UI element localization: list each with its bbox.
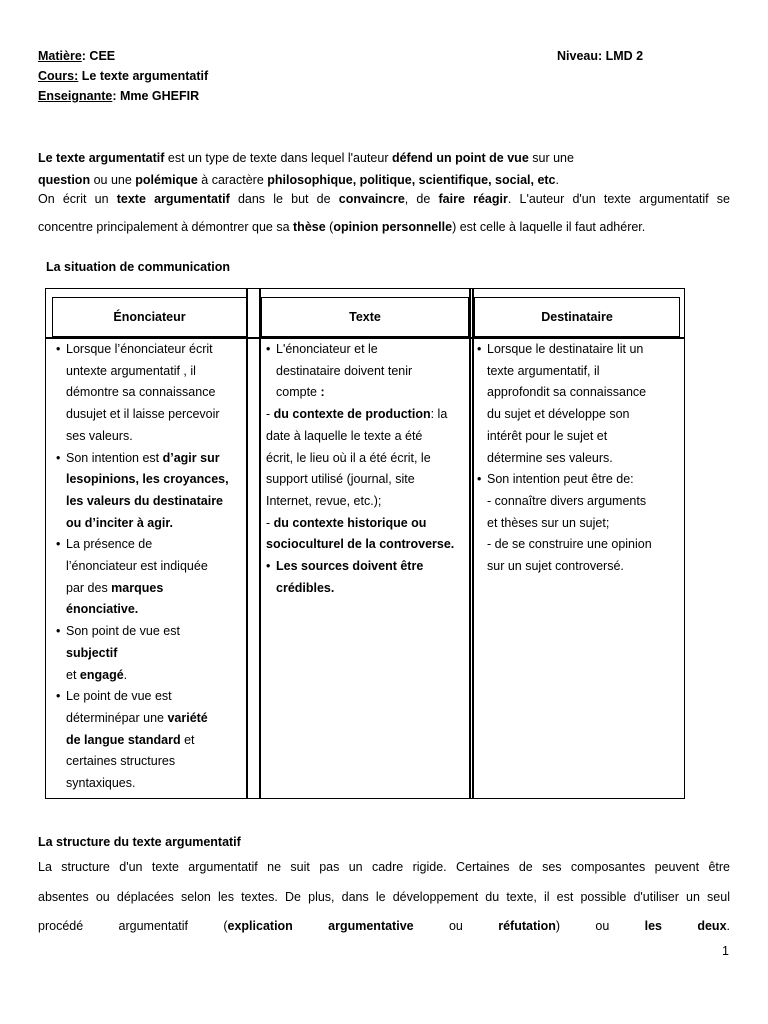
course-line	[38, 66, 208, 86]
text-run: déterminépar une	[66, 710, 168, 725]
cell-line	[487, 513, 682, 535]
text-run: intérêt pour le sujet et	[487, 428, 608, 443]
text-run: et	[66, 667, 80, 682]
text-run: support utilisé (journal, site	[266, 472, 415, 487]
cell-line	[487, 339, 682, 361]
text-run: écrit, le lieu où il a été écrit, le	[266, 450, 431, 465]
cell-list	[56, 339, 246, 795]
text-run: .	[726, 919, 731, 933]
teacher-line	[38, 86, 199, 106]
cell-line	[66, 578, 246, 600]
text-run: sur une	[528, 151, 574, 165]
text-run: - de se construire une opinion	[487, 537, 652, 552]
text-run: texte argumentatif, il	[487, 363, 600, 378]
structure-line-2: absentes ou déplacées selon les textes. De plus, dans le développement du texte, il est possible d'utiliser un seul	[38, 890, 730, 904]
cell-line	[66, 361, 246, 383]
subject-line	[38, 46, 115, 66]
cell-line	[66, 491, 246, 513]
cell-list	[477, 339, 682, 578]
cell-list-item	[56, 534, 246, 621]
text-run: . L'auteur d'un texte argumentatif se	[507, 192, 730, 206]
text-run: subjectif	[66, 645, 118, 660]
text-run: convaincre	[338, 192, 405, 206]
cell-line	[487, 534, 682, 556]
cell-line	[487, 382, 682, 404]
text-run: Son intention peut être de:	[487, 472, 634, 487]
cell-line	[66, 448, 246, 470]
text-run: d’agir sur	[162, 450, 220, 465]
cell-line	[487, 469, 682, 491]
cell-list	[266, 339, 466, 599]
text-run: et thèses sur un sujet;	[487, 515, 610, 530]
text-run: On écrit un	[38, 192, 117, 206]
cell-line	[66, 686, 246, 708]
text-run: -	[266, 515, 274, 530]
structure-line-3	[38, 916, 730, 936]
text-run: crédibles.	[276, 580, 335, 595]
cell-line	[66, 382, 246, 404]
column-texte	[266, 339, 466, 599]
text-run: , de	[404, 192, 439, 206]
intro-line-3	[38, 189, 730, 209]
cell-list-item	[56, 686, 246, 795]
header-texte: Texte	[261, 297, 469, 337]
text-run: Lorsque le destinataire lit un	[487, 342, 644, 356]
intro-line-1	[38, 148, 730, 168]
text-run: (	[325, 220, 334, 234]
cell-line	[66, 665, 246, 687]
text-run: ses valeurs.	[66, 428, 133, 443]
text-run: sur un sujet controversé.	[487, 559, 624, 574]
cell-line	[266, 491, 466, 513]
text-run: .	[123, 667, 128, 682]
text-run: démontre sa connaissance	[66, 385, 216, 400]
text-run: thèse	[293, 220, 326, 234]
text-run: procédé argumentatif (	[38, 919, 228, 933]
cell-line	[66, 339, 246, 361]
text-run: Son point de vue est	[66, 624, 180, 639]
text-run: et	[180, 732, 195, 747]
cell-line	[487, 404, 682, 426]
level-label: Niveau: LMD 2	[557, 49, 644, 63]
cell-line	[487, 491, 682, 513]
text-run: l’énonciateur est indiquée	[66, 559, 208, 574]
text-run: est un type de texte dans lequel l'auteur	[164, 151, 392, 165]
text-run: approfondit sa connaissance	[487, 385, 647, 400]
text-run: untexte argumentatif , il	[66, 363, 196, 378]
text-run: du contexte de production	[273, 407, 431, 422]
cell-line	[487, 426, 682, 448]
text-run: énonciative.	[66, 602, 139, 617]
course-key: Cours:	[38, 69, 79, 83]
text-run: Internet, revue, etc.);	[266, 493, 382, 508]
text-run: ) ou	[555, 919, 645, 933]
intro-line-4	[38, 217, 730, 237]
column-enonciateur	[56, 339, 246, 795]
subject-value: : CEE	[81, 49, 116, 63]
table-divider	[472, 289, 474, 798]
subject-key: Matière	[38, 49, 82, 63]
text-run: syntaxiques.	[66, 776, 136, 791]
text-run: -	[266, 407, 274, 422]
text-run: socioculturel de la controverse.	[266, 537, 455, 552]
cell-line	[487, 556, 682, 578]
text-run: variété	[167, 710, 208, 725]
cell-list-item	[266, 339, 466, 404]
text-run: - connaître divers arguments	[487, 493, 647, 508]
text-run: :	[320, 385, 325, 400]
communication-table	[45, 288, 685, 799]
intro-line-2	[38, 170, 730, 190]
page-number: 1	[722, 944, 729, 958]
teacher-value: : Mme GHEFIR	[112, 89, 200, 103]
cell-line	[66, 773, 246, 795]
text-run: destinataire doivent tenir	[276, 363, 413, 378]
text-run: Le texte argumentatif	[38, 151, 165, 165]
cell-line	[266, 448, 466, 470]
cell-list-item	[56, 339, 246, 448]
text-run: défend un point de vue	[391, 151, 529, 165]
text-run: Son intention est	[66, 450, 163, 465]
text-run: date à laquelle le texte a été	[266, 428, 423, 443]
table-divider	[469, 289, 471, 798]
text-run: marques	[111, 580, 164, 595]
teacher-key: Enseignante	[38, 89, 113, 103]
cell-line	[66, 708, 246, 730]
text-run: compte	[276, 385, 321, 400]
cell-line	[266, 513, 466, 535]
cell-line	[487, 361, 682, 383]
cell-line	[66, 621, 246, 643]
cell-line	[66, 534, 246, 556]
cell-line	[66, 643, 246, 665]
text-run: faire réagir	[438, 192, 508, 206]
cell-line	[266, 426, 466, 448]
cell-line	[276, 556, 466, 578]
text-run: dusujet et il laisse percevoir	[66, 407, 220, 422]
cell-line	[66, 426, 246, 448]
text-run: ou d’inciter à agir.	[66, 515, 173, 530]
text-run: La présence de	[66, 537, 153, 552]
column-destinataire	[477, 339, 682, 578]
cell-line	[66, 469, 246, 491]
text-run: explication argumentative	[227, 919, 414, 933]
header-destinataire: Destinataire	[474, 297, 680, 337]
text-run: engagé	[79, 667, 124, 682]
text-run: dans le but de	[229, 192, 339, 206]
section-title-structure: La structure du texte argumentatif	[38, 835, 241, 849]
text-run: certaines structures	[66, 754, 176, 769]
cell-line	[266, 404, 466, 426]
text-run: de langue standard	[66, 732, 181, 747]
cell-line	[66, 513, 246, 535]
text-run: ou une	[90, 173, 136, 187]
cell-line	[276, 361, 466, 383]
text-run: .	[555, 173, 559, 187]
text-run: question	[38, 173, 91, 187]
structure-line-1: La structure d'un texte argumentatif ne suit pas un cadre rigide. Certaines de ses composantes peuvent être	[38, 860, 730, 874]
text-run: concentre principalement à démontrer que sa	[38, 220, 294, 234]
cell-list-item	[266, 556, 466, 599]
text-run: texte argumentatif	[116, 192, 230, 206]
cell-list-item	[477, 469, 682, 578]
cell-line	[276, 339, 466, 361]
cell-line	[66, 599, 246, 621]
section-title-communication: La situation de communication	[46, 260, 231, 274]
course-value: Le texte argumentatif	[78, 69, 209, 83]
cell-line	[66, 751, 246, 773]
text-run: ) est celle à laquelle il faut adhérer.	[452, 220, 646, 234]
table-divider	[259, 289, 261, 798]
text-run: les deux	[644, 919, 727, 933]
cell-line	[276, 382, 466, 404]
text-run: opinion personnelle	[333, 220, 453, 234]
cell-line	[487, 448, 682, 470]
text-run: réfutation	[498, 919, 556, 933]
cell-list-item	[56, 621, 246, 686]
cell-list-item	[56, 448, 246, 535]
text-run: du sujet et développe son	[487, 407, 630, 422]
table-divider	[246, 289, 248, 798]
cell-line	[66, 556, 246, 578]
cell-line	[276, 578, 466, 600]
text-run: : la	[430, 407, 448, 422]
text-run: par des	[66, 580, 112, 595]
text-run: ou	[413, 919, 499, 933]
cell-list-item	[477, 339, 682, 469]
cell-line	[66, 404, 246, 426]
cell-list-item	[266, 404, 466, 556]
text-run: Les sources doivent être	[276, 559, 424, 574]
text-run: Le point de vue est	[66, 689, 172, 704]
text-run: L'énonciateur et le	[276, 342, 378, 356]
cell-line	[266, 469, 466, 491]
text-run: lesopinions, les croyances,	[66, 472, 229, 487]
text-run: polémique	[135, 173, 198, 187]
text-run: Lorsque l’énonciateur écrit	[66, 342, 213, 356]
cell-line	[266, 534, 466, 556]
text-run: du contexte historique ou	[273, 515, 427, 530]
header-enonciateur: Énonciateur	[52, 297, 247, 337]
text-run: philosophique, politique, scientifique, social, etc	[267, 173, 556, 187]
text-run: à caractère	[197, 173, 268, 187]
text-run: détermine ses valeurs.	[487, 450, 613, 465]
cell-line	[66, 730, 246, 752]
text-run: les valeurs du destinataire	[66, 493, 224, 508]
